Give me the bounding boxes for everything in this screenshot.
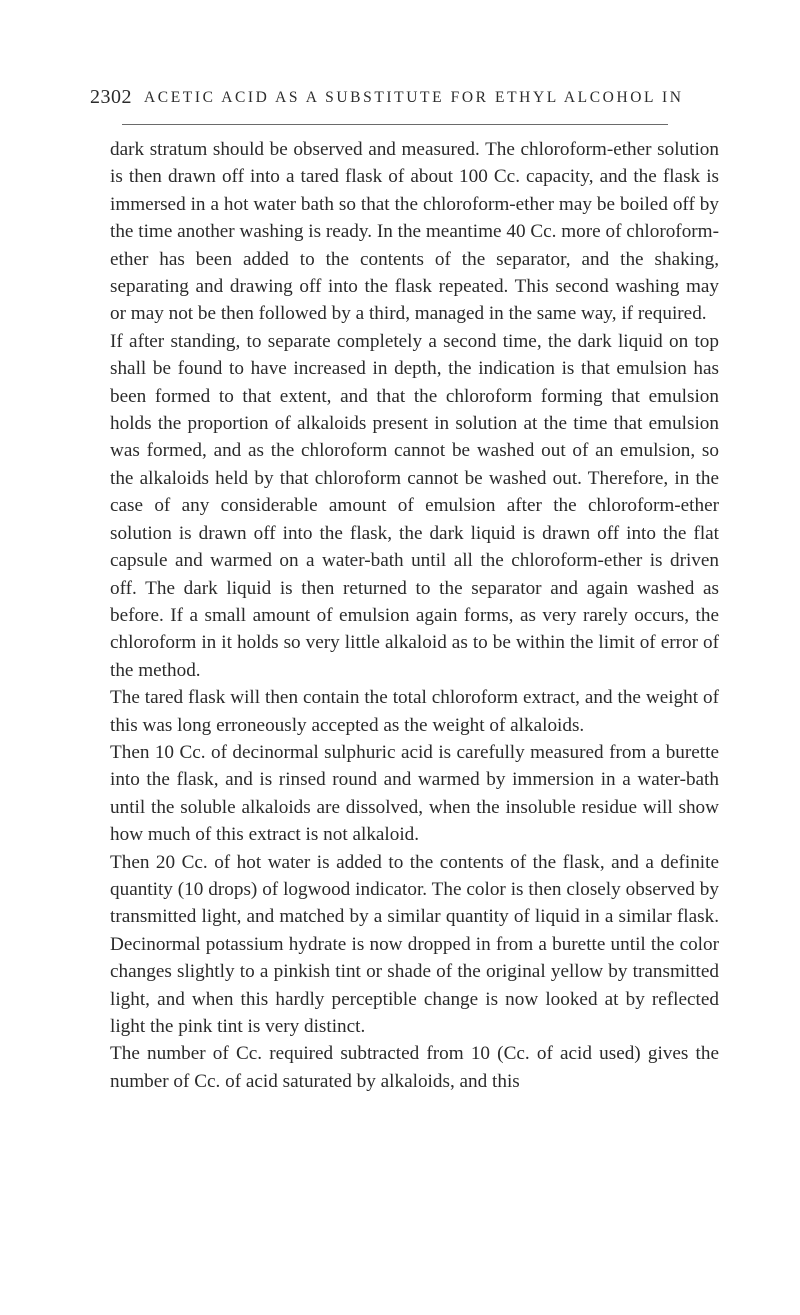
running-head [90,86,730,112]
body-text [110,136,719,1095]
paragraph-6: The number of Cc. required subtracted from 10 (Cc. of acid used) gives the number of Cc. of acid saturated by alkaloids, and this [110,1043,719,1092]
running-head-title: ACETIC ACID AS A SUBSTITUTE FOR ETHYL ALCOHOL IN [144,89,684,106]
page-number: 2302 [90,86,132,108]
paragraph-5: Then 20 Cc. of hot water is added to the contents of the flask, and a definite quantity (10 drops) of logwood indicator. The color is then closely observed by transmitted light, and matched by a similar quantity of liquid in a similar flask. Decinormal potassium hydrate is now dropped in from a burette until the color changes slightly to a pinkish tint or shade of the original yellow by transmitted light, and when this hardly perceptible change is now looked at by reflected light the pink tint is very distinct. [110,851,719,1037]
paragraph-4: Then 10 Cc. of decinormal sulphuric acid is carefully measured from a burette into the flask, and is rinsed round and warmed by immersion in a water-bath until the soluble alkaloids are dissolved, when the insoluble residue will show how much of this extract is not alkaloid. [110,741,719,846]
paragraph-3: The tared flask will then contain the total chloroform extract, and the weight of this was long erroneously accepted as the weight of alkaloids. [110,687,719,736]
header-rule [122,124,668,125]
paragraph-1: dark stratum should be observed and measured. The chloroform-ether solution is then drawn off into a tared flask of about 100 Cc. capacity, and the flask is immersed in a hot water bath so that the chloroform-ether may be boiled off by the time another washing is ready. In the meantime 40 Cc. more of chloroform-ether has been added to the contents of the separator, and the shaking, separating and drawing off into the flask repeated. This second washing may or may not be then followed by a third, managed in the same way, if required. [110,139,719,325]
paragraph-2: If after standing, to separate completely a second time, the dark liquid on top shall be found to have increased in depth, the indication is that emulsion has been formed to that extent, and that the chloroform forming that emulsion holds the proportion of alkaloids present in solution at the time that emulsion was formed, and as the chloroform cannot be washed out of an emulsion, so the alkaloids held by that chloroform cannot be washed out. Therefore, in the case of any considerable amount of emulsion after the chloroform-ether solution is drawn off into the flask, the dark liquid is drawn off into the flat capsule and warmed on a water-bath until all the chloroform-ether is driven off. The dark liquid is then returned to the separator and again washed as before. If a small amount of emulsion again forms, as very rarely occurs, the chloroform in it holds so very little alkaloid as to be within the limit of error of the method. [110,330,719,681]
